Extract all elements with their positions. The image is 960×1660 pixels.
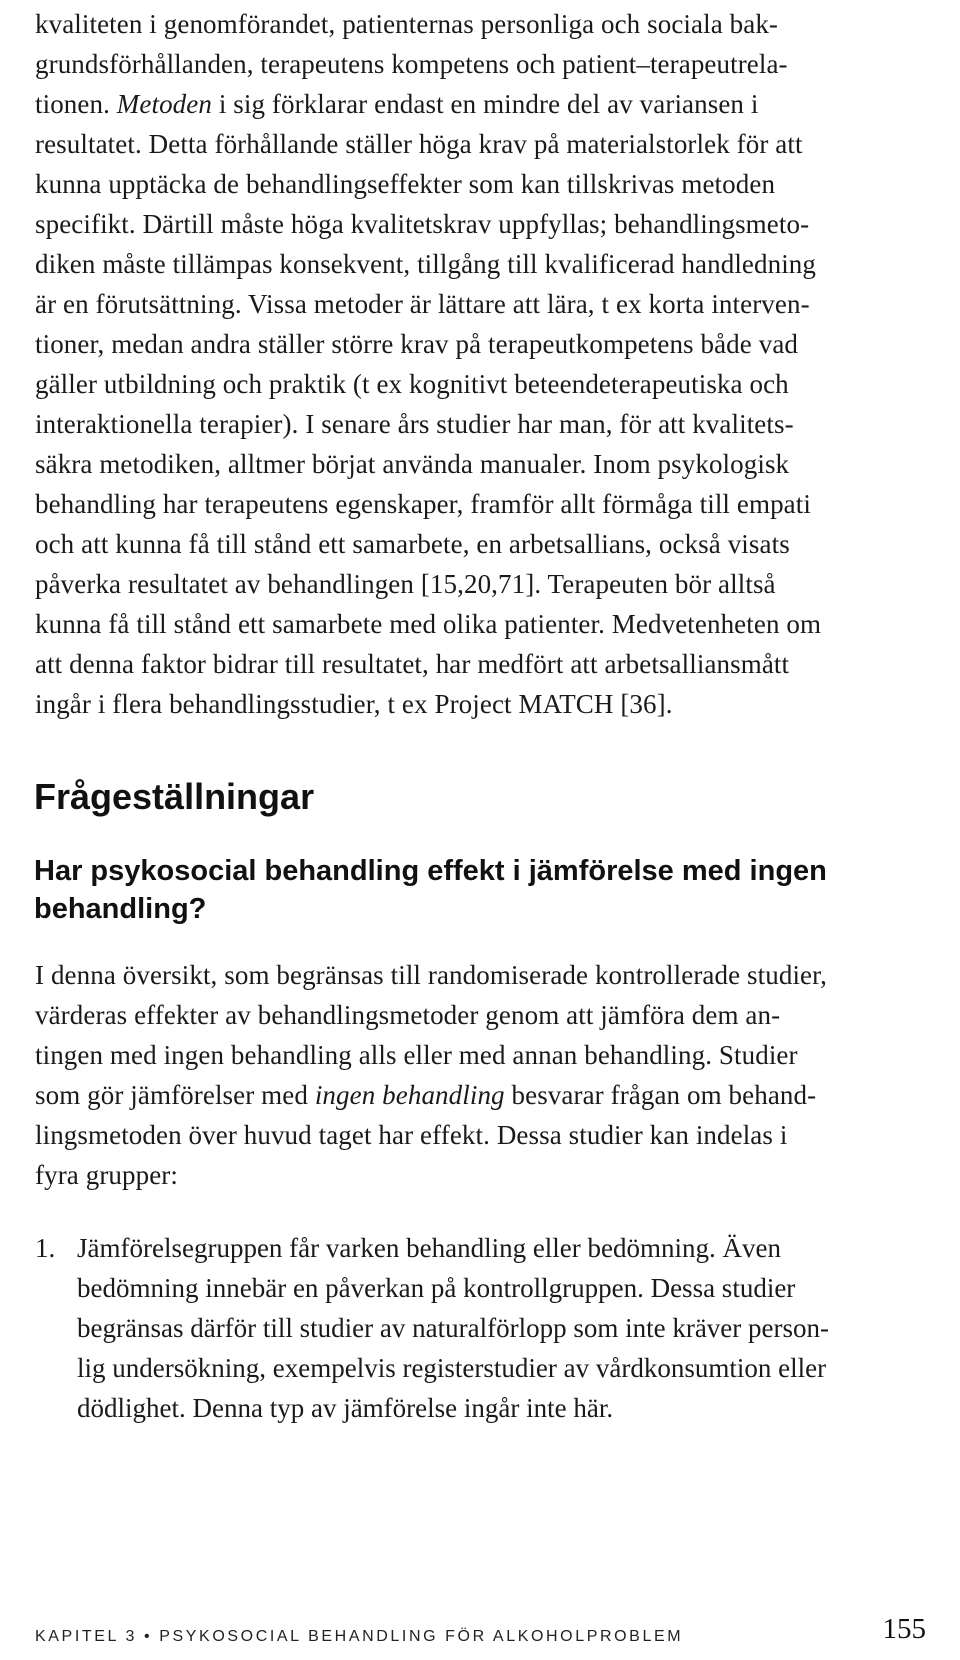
body-line: värderas effekter av behandlingsmetoder genom att jämföra dem an- (35, 1000, 781, 1030)
body-line: I denna översikt, som begränsas till randomiserade kontrollerade studier, (35, 960, 827, 990)
text-run: tionen. (35, 89, 110, 119)
body-line: kunna få till stånd ett samarbete med olika patienter. Medvetenheten om (35, 609, 822, 639)
body-line: lingsmetoden över huvud taget har effekt. Dessa studier kan indelas i (35, 1120, 788, 1150)
body-line: säkra metodiken, alltmer börjat använda manualer. Inom psykologisk (35, 449, 790, 479)
body-line: och att kunna få till stånd ett samarbete, en arbetsallians, också visats (35, 529, 790, 559)
body-line: interaktionella terapier). I senare års studier har man, för att kvalitets- (35, 409, 794, 439)
body-line (35, 84, 758, 124)
body-line: resultatet. Detta förhållande ställer höga krav på materialstorlek för att (35, 129, 803, 159)
list-item-line: dödlighet. Denna typ av jämförelse ingår inte här. (77, 1393, 614, 1423)
body-line: kunna upptäcka de behandlingseffekter som kan tillskrivas metoden (35, 169, 776, 199)
subsection-heading-line: behandling? (34, 893, 207, 925)
text-run: som gör jämförelser med (35, 1080, 315, 1110)
body-line: fyra grupper: (35, 1160, 178, 1190)
body-line: är en förutsättning. Vissa metoder är lättare att lära, t ex korta interven- (35, 289, 810, 319)
page-number: 155 (882, 1613, 926, 1645)
body-line: kvaliteten i genomförandet, patienternas personliga och sociala bak- (35, 9, 779, 39)
body-line: grundsförhållanden, terapeutens kompetens och patient–terapeutrela- (35, 49, 788, 79)
body-line: gäller utbildning och praktik (t ex kognitivt beteendeterapeutiska och (35, 369, 789, 399)
body-line: tioner, medan andra ställer större krav på terapeutkompetens både vad (35, 329, 799, 359)
text-run: i sig förklarar endast en mindre del av variansen i (211, 89, 759, 119)
list-item-number: 1. (35, 1233, 56, 1263)
list-item-line: lig undersökning, exempelvis registerstudier av vårdkonsumtion eller (77, 1353, 827, 1383)
list-item-line: bedömning innebär en påverkan på kontrollgruppen. Dessa studier (77, 1273, 796, 1303)
body-line: specifikt. Därtill måste höga kvalitetskrav uppfyllas; behandlingsmeto- (35, 209, 810, 239)
section-heading: Frågeställningar (34, 776, 315, 817)
running-footer: KAPITEL 3 • PSYKOSOCIAL BEHANDLING FÖR ALKOHOLPROBLEM (35, 1628, 684, 1645)
body-line (35, 1075, 816, 1115)
subsection-heading-line: Har psykosocial behandling effekt i jämförelse med ingen (34, 855, 827, 887)
body-line: behandling har terapeutens egenskaper, framför allt förmåga till empati (35, 489, 811, 519)
body-line: tingen med ingen behandling alls eller med annan behandling. Studier (35, 1040, 798, 1070)
italic-term: Metoden (116, 89, 212, 119)
list-item-line: Jämförelsegruppen får varken behandling eller bedömning. Även (77, 1233, 782, 1263)
italic-term: ingen behandling (314, 1080, 505, 1110)
body-line: ingår i flera behandlingsstudier, t ex Project MATCH [36]. (35, 689, 673, 719)
body-line: diken måste tillämpas konsekvent, tillgång till kvalificerad handledning (35, 249, 817, 279)
text-run: besvarar frågan om behand- (504, 1080, 817, 1110)
body-line: att denna faktor bidrar till resultatet, har medfört att arbetsalliansmått (35, 649, 790, 679)
body-line: påverka resultatet av behandlingen [15,20,71]. Terapeuten bör alltså (35, 569, 776, 599)
list-item-line: begränsas därför till studier av naturalförlopp som inte kräver person- (77, 1313, 830, 1343)
